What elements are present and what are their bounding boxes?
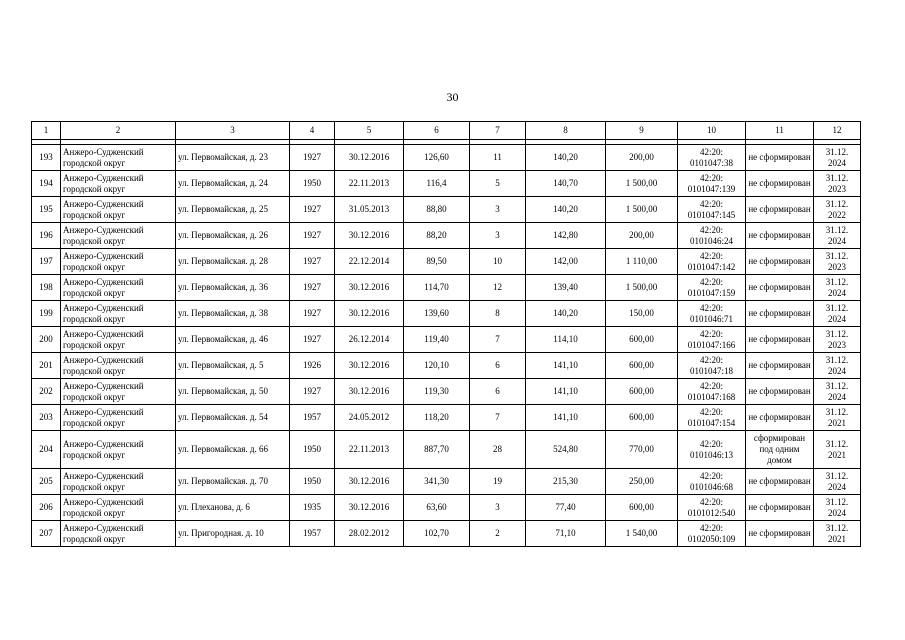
date-cell: 30.12.2016 bbox=[335, 275, 404, 301]
land-area-cell: 1 500,00 bbox=[606, 171, 678, 197]
table-row bbox=[32, 197, 861, 223]
build-year-cell: 1927 bbox=[290, 223, 335, 249]
address-cell: ул. Первомайская. д. 66 bbox=[176, 431, 290, 469]
land-status-cell: не сформирован bbox=[746, 521, 814, 547]
deadline-cell: 31.12. 2024 bbox=[814, 353, 861, 379]
row-number-cell: 197 bbox=[32, 249, 61, 275]
municipality-cell: Анжеро-Судженский городской округ bbox=[61, 301, 176, 327]
land-status-cell: не сформирован bbox=[746, 171, 814, 197]
municipality-cell: Анжеро-Судженский городской округ bbox=[61, 145, 176, 171]
land-status-cell: не сформирован bbox=[746, 223, 814, 249]
column-header: 10 bbox=[678, 122, 746, 140]
land-status-cell: не сформирован bbox=[746, 469, 814, 495]
municipality-cell: Анжеро-Судженский городской округ bbox=[61, 275, 176, 301]
date-cell: 22.12.2014 bbox=[335, 249, 404, 275]
area-cell: 116,4 bbox=[404, 171, 470, 197]
municipality-cell: Анжеро-Судженский городской округ bbox=[61, 223, 176, 249]
date-cell: 30.12.2016 bbox=[335, 223, 404, 249]
residents-cell: 10 bbox=[470, 249, 526, 275]
land-area-cell: 600,00 bbox=[606, 379, 678, 405]
total-area-cell: 71,10 bbox=[526, 521, 606, 547]
total-area-cell: 140,20 bbox=[526, 145, 606, 171]
area-cell: 88,20 bbox=[404, 223, 470, 249]
date-cell: 22.11.2013 bbox=[335, 431, 404, 469]
land-area-cell: 600,00 bbox=[606, 495, 678, 521]
cadastral-number-cell: 42:20: 0101047:142 bbox=[678, 249, 746, 275]
area-cell: 119,40 bbox=[404, 327, 470, 353]
deadline-cell: 31.12. 2023 bbox=[814, 171, 861, 197]
row-number-cell: 200 bbox=[32, 327, 61, 353]
municipality-cell: Анжеро-Судженский городской округ bbox=[61, 521, 176, 547]
residents-cell: 8 bbox=[470, 301, 526, 327]
cadastral-number-cell: 42:20: 0101047:168 bbox=[678, 379, 746, 405]
land-status-cell: не сформирован bbox=[746, 301, 814, 327]
total-area-cell: 140,70 bbox=[526, 171, 606, 197]
address-cell: ул. Первомайская. д. 54 bbox=[176, 405, 290, 431]
cadastral-number-cell: 42:20: 0101046:24 bbox=[678, 223, 746, 249]
build-year-cell: 1950 bbox=[290, 469, 335, 495]
land-area-cell: 150,00 bbox=[606, 301, 678, 327]
build-year-cell: 1926 bbox=[290, 353, 335, 379]
address-cell: ул. Плеханова, д. 6 bbox=[176, 495, 290, 521]
row-number-cell: 199 bbox=[32, 301, 61, 327]
cadastral-number-cell: 42:20: 0101046:68 bbox=[678, 469, 746, 495]
cadastral-number-cell: 42:20: 0101046:13 bbox=[678, 431, 746, 469]
address-cell: ул. Первомайская. д. 70 bbox=[176, 469, 290, 495]
column-header: 1 bbox=[32, 122, 61, 140]
address-cell: ул. Первомайская, д. 5 bbox=[176, 353, 290, 379]
cadastral-number-cell: 42:20: 0101047:166 bbox=[678, 327, 746, 353]
address-cell: ул. Первомайская, д. 38 bbox=[176, 301, 290, 327]
cadastral-number-cell: 42:20: 0101047:154 bbox=[678, 405, 746, 431]
total-area-cell: 141,10 bbox=[526, 353, 606, 379]
address-cell: ул. Первомайская, д. 50 bbox=[176, 379, 290, 405]
municipality-cell: Анжеро-Судженский городской округ bbox=[61, 431, 176, 469]
land-status-cell: не сформирован bbox=[746, 353, 814, 379]
cadastral-number-cell: 42:20: 0101047:38 bbox=[678, 145, 746, 171]
total-area-cell: 215,30 bbox=[526, 469, 606, 495]
build-year-cell: 1950 bbox=[290, 431, 335, 469]
area-cell: 118,20 bbox=[404, 405, 470, 431]
municipality-cell: Анжеро-Судженский городской округ bbox=[61, 405, 176, 431]
column-header: 11 bbox=[746, 122, 814, 140]
date-cell: 24.05.2012 bbox=[335, 405, 404, 431]
date-cell: 26.12.2014 bbox=[335, 327, 404, 353]
build-year-cell: 1957 bbox=[290, 521, 335, 547]
row-number-cell: 206 bbox=[32, 495, 61, 521]
area-cell: 120,10 bbox=[404, 353, 470, 379]
area-cell: 63,60 bbox=[404, 495, 470, 521]
table-row bbox=[32, 469, 861, 495]
column-header: 8 bbox=[526, 122, 606, 140]
build-year-cell: 1927 bbox=[290, 249, 335, 275]
row-number-cell: 193 bbox=[32, 145, 61, 171]
header-row bbox=[32, 122, 861, 140]
deadline-cell: 31.12. 2021 bbox=[814, 405, 861, 431]
deadline-cell: 31.12. 2024 bbox=[814, 145, 861, 171]
municipality-cell: Анжеро-Судженский городской округ bbox=[61, 353, 176, 379]
deadline-cell: 31.12. 2023 bbox=[814, 249, 861, 275]
table-row bbox=[32, 327, 861, 353]
build-year-cell: 1927 bbox=[290, 197, 335, 223]
total-area-cell: 524,80 bbox=[526, 431, 606, 469]
residents-cell: 7 bbox=[470, 327, 526, 353]
residents-cell: 6 bbox=[470, 379, 526, 405]
land-area-cell: 1 110,00 bbox=[606, 249, 678, 275]
row-number-cell: 202 bbox=[32, 379, 61, 405]
table-row bbox=[32, 521, 861, 547]
table-row bbox=[32, 223, 861, 249]
address-cell: ул. Пригородная. д. 10 bbox=[176, 521, 290, 547]
column-header: 2 bbox=[61, 122, 176, 140]
date-cell: 30.12.2016 bbox=[335, 469, 404, 495]
column-header: 4 bbox=[290, 122, 335, 140]
column-header: 6 bbox=[404, 122, 470, 140]
total-area-cell: 140,20 bbox=[526, 197, 606, 223]
column-header: 12 bbox=[814, 122, 861, 140]
land-area-cell: 1 500,00 bbox=[606, 275, 678, 301]
residents-cell: 11 bbox=[470, 145, 526, 171]
land-status-cell: не сформирован bbox=[746, 275, 814, 301]
date-cell: 30.12.2016 bbox=[335, 353, 404, 379]
row-number-cell: 205 bbox=[32, 469, 61, 495]
residents-cell: 12 bbox=[470, 275, 526, 301]
land-status-cell: сформирован под одним домом bbox=[746, 431, 814, 469]
build-year-cell: 1927 bbox=[290, 379, 335, 405]
total-area-cell: 140,20 bbox=[526, 301, 606, 327]
residents-cell: 2 bbox=[470, 521, 526, 547]
cadastral-number-cell: 42:20: 0101047:145 bbox=[678, 197, 746, 223]
residents-cell: 3 bbox=[470, 223, 526, 249]
land-area-cell: 600,00 bbox=[606, 405, 678, 431]
residents-cell: 6 bbox=[470, 353, 526, 379]
land-status-cell: не сформирован bbox=[746, 249, 814, 275]
table-row bbox=[32, 275, 861, 301]
municipality-cell: Анжеро-Судженский городской округ bbox=[61, 197, 176, 223]
address-cell: ул. Первомайская, д. 46 bbox=[176, 327, 290, 353]
land-area-cell: 1 500,00 bbox=[606, 197, 678, 223]
date-cell: 30.12.2016 bbox=[335, 495, 404, 521]
land-area-cell: 600,00 bbox=[606, 327, 678, 353]
residents-cell: 3 bbox=[470, 495, 526, 521]
land-status-cell: не сформирован bbox=[746, 379, 814, 405]
residents-cell: 5 bbox=[470, 171, 526, 197]
date-cell: 31.05.2013 bbox=[335, 197, 404, 223]
municipality-cell: Анжеро-Судженский городской округ bbox=[61, 379, 176, 405]
area-cell: 139,60 bbox=[404, 301, 470, 327]
total-area-cell: 141,10 bbox=[526, 379, 606, 405]
cadastral-number-cell: 42:20: 0101012:540 bbox=[678, 495, 746, 521]
cadastral-number-cell: 42:20: 0102050:109 bbox=[678, 521, 746, 547]
date-cell: 30.12.2016 bbox=[335, 145, 404, 171]
column-header: 7 bbox=[470, 122, 526, 140]
municipality-cell: Анжеро-Судженский городской округ bbox=[61, 495, 176, 521]
table-row bbox=[32, 405, 861, 431]
row-number-cell: 204 bbox=[32, 431, 61, 469]
column-header: 3 bbox=[176, 122, 290, 140]
deadline-cell: 31.12. 2024 bbox=[814, 469, 861, 495]
row-number-cell: 195 bbox=[32, 197, 61, 223]
area-cell: 119,30 bbox=[404, 379, 470, 405]
table-row bbox=[32, 145, 861, 171]
area-cell: 102,70 bbox=[404, 521, 470, 547]
area-cell: 887,70 bbox=[404, 431, 470, 469]
deadline-cell: 31.12. 2024 bbox=[814, 379, 861, 405]
land-area-cell: 1 540,00 bbox=[606, 521, 678, 547]
area-cell: 126,60 bbox=[404, 145, 470, 171]
table-row bbox=[32, 431, 861, 469]
residents-cell: 7 bbox=[470, 405, 526, 431]
total-area-cell: 142,00 bbox=[526, 249, 606, 275]
row-number-cell: 207 bbox=[32, 521, 61, 547]
row-number-cell: 203 bbox=[32, 405, 61, 431]
deadline-cell: 31.12. 2021 bbox=[814, 431, 861, 469]
date-cell: 22.11.2013 bbox=[335, 171, 404, 197]
municipality-cell: Анжеро-Судженский городской округ bbox=[61, 171, 176, 197]
table-row bbox=[32, 353, 861, 379]
land-area-cell: 600,00 bbox=[606, 353, 678, 379]
date-cell: 28.02.2012 bbox=[335, 521, 404, 547]
total-area-cell: 114,10 bbox=[526, 327, 606, 353]
area-cell: 88,80 bbox=[404, 197, 470, 223]
build-year-cell: 1957 bbox=[290, 405, 335, 431]
date-cell: 30.12.2016 bbox=[335, 379, 404, 405]
address-cell: ул. Первомайская, д. 26 bbox=[176, 223, 290, 249]
address-cell: ул. Первомайская, д. 36 bbox=[176, 275, 290, 301]
area-cell: 89,50 bbox=[404, 249, 470, 275]
cadastral-number-cell: 42:20: 0101047:139 bbox=[678, 171, 746, 197]
residents-cell: 19 bbox=[470, 469, 526, 495]
cadastral-number-cell: 42:20: 0101047:18 bbox=[678, 353, 746, 379]
row-number-cell: 196 bbox=[32, 223, 61, 249]
address-cell: ул. Первомайская, д. 24 bbox=[176, 171, 290, 197]
column-header: 5 bbox=[335, 122, 404, 140]
total-area-cell: 139,40 bbox=[526, 275, 606, 301]
table-row bbox=[32, 301, 861, 327]
residents-cell: 3 bbox=[470, 197, 526, 223]
build-year-cell: 1927 bbox=[290, 301, 335, 327]
land-area-cell: 200,00 bbox=[606, 145, 678, 171]
residents-cell: 28 bbox=[470, 431, 526, 469]
municipality-cell: Анжеро-Судженский городской округ bbox=[61, 327, 176, 353]
page-number: 30 bbox=[446, 90, 459, 104]
deadline-cell: 31.12. 2022 bbox=[814, 197, 861, 223]
table-row bbox=[32, 379, 861, 405]
municipality-cell: Анжеро-Судженский городской округ bbox=[61, 469, 176, 495]
build-year-cell: 1927 bbox=[290, 275, 335, 301]
row-number-cell: 194 bbox=[32, 171, 61, 197]
land-status-cell: не сформирован bbox=[746, 327, 814, 353]
area-cell: 114,70 bbox=[404, 275, 470, 301]
deadline-cell: 31.12. 2023 bbox=[814, 327, 861, 353]
deadline-cell: 31.12. 2024 bbox=[814, 275, 861, 301]
total-area-cell: 77,40 bbox=[526, 495, 606, 521]
cadastral-number-cell: 42:20: 0101047:159 bbox=[678, 275, 746, 301]
table-row bbox=[32, 249, 861, 275]
land-area-cell: 250,00 bbox=[606, 469, 678, 495]
table-row bbox=[32, 495, 861, 521]
row-number-cell: 201 bbox=[32, 353, 61, 379]
land-status-cell: не сформирован bbox=[746, 495, 814, 521]
area-cell: 341,30 bbox=[404, 469, 470, 495]
build-year-cell: 1927 bbox=[290, 327, 335, 353]
deadline-cell: 31.12. 2024 bbox=[814, 223, 861, 249]
total-area-cell: 141,10 bbox=[526, 405, 606, 431]
total-area-cell: 142,80 bbox=[526, 223, 606, 249]
data-table bbox=[31, 121, 861, 547]
land-status-cell: не сформирован bbox=[746, 197, 814, 223]
deadline-cell: 31.12. 2021 bbox=[814, 521, 861, 547]
deadline-cell: 31.12. 2024 bbox=[814, 301, 861, 327]
land-area-cell: 770,00 bbox=[606, 431, 678, 469]
land-status-cell: не сформирован bbox=[746, 145, 814, 171]
date-cell: 30.12.2016 bbox=[335, 301, 404, 327]
address-cell: ул. Первомайская, д. 25 bbox=[176, 197, 290, 223]
column-header: 9 bbox=[606, 122, 678, 140]
build-year-cell: 1935 bbox=[290, 495, 335, 521]
row-number-cell: 198 bbox=[32, 275, 61, 301]
address-cell: ул. Первомайская. д. 28 bbox=[176, 249, 290, 275]
build-year-cell: 1950 bbox=[290, 171, 335, 197]
municipality-cell: Анжеро-Судженский городской округ bbox=[61, 249, 176, 275]
land-area-cell: 200,00 bbox=[606, 223, 678, 249]
deadline-cell: 31.12. 2024 bbox=[814, 495, 861, 521]
build-year-cell: 1927 bbox=[290, 145, 335, 171]
cadastral-number-cell: 42:20: 0101046:71 bbox=[678, 301, 746, 327]
address-cell: ул. Первомайская, д. 23 bbox=[176, 145, 290, 171]
table-row bbox=[32, 171, 861, 197]
land-status-cell: не сформирован bbox=[746, 405, 814, 431]
